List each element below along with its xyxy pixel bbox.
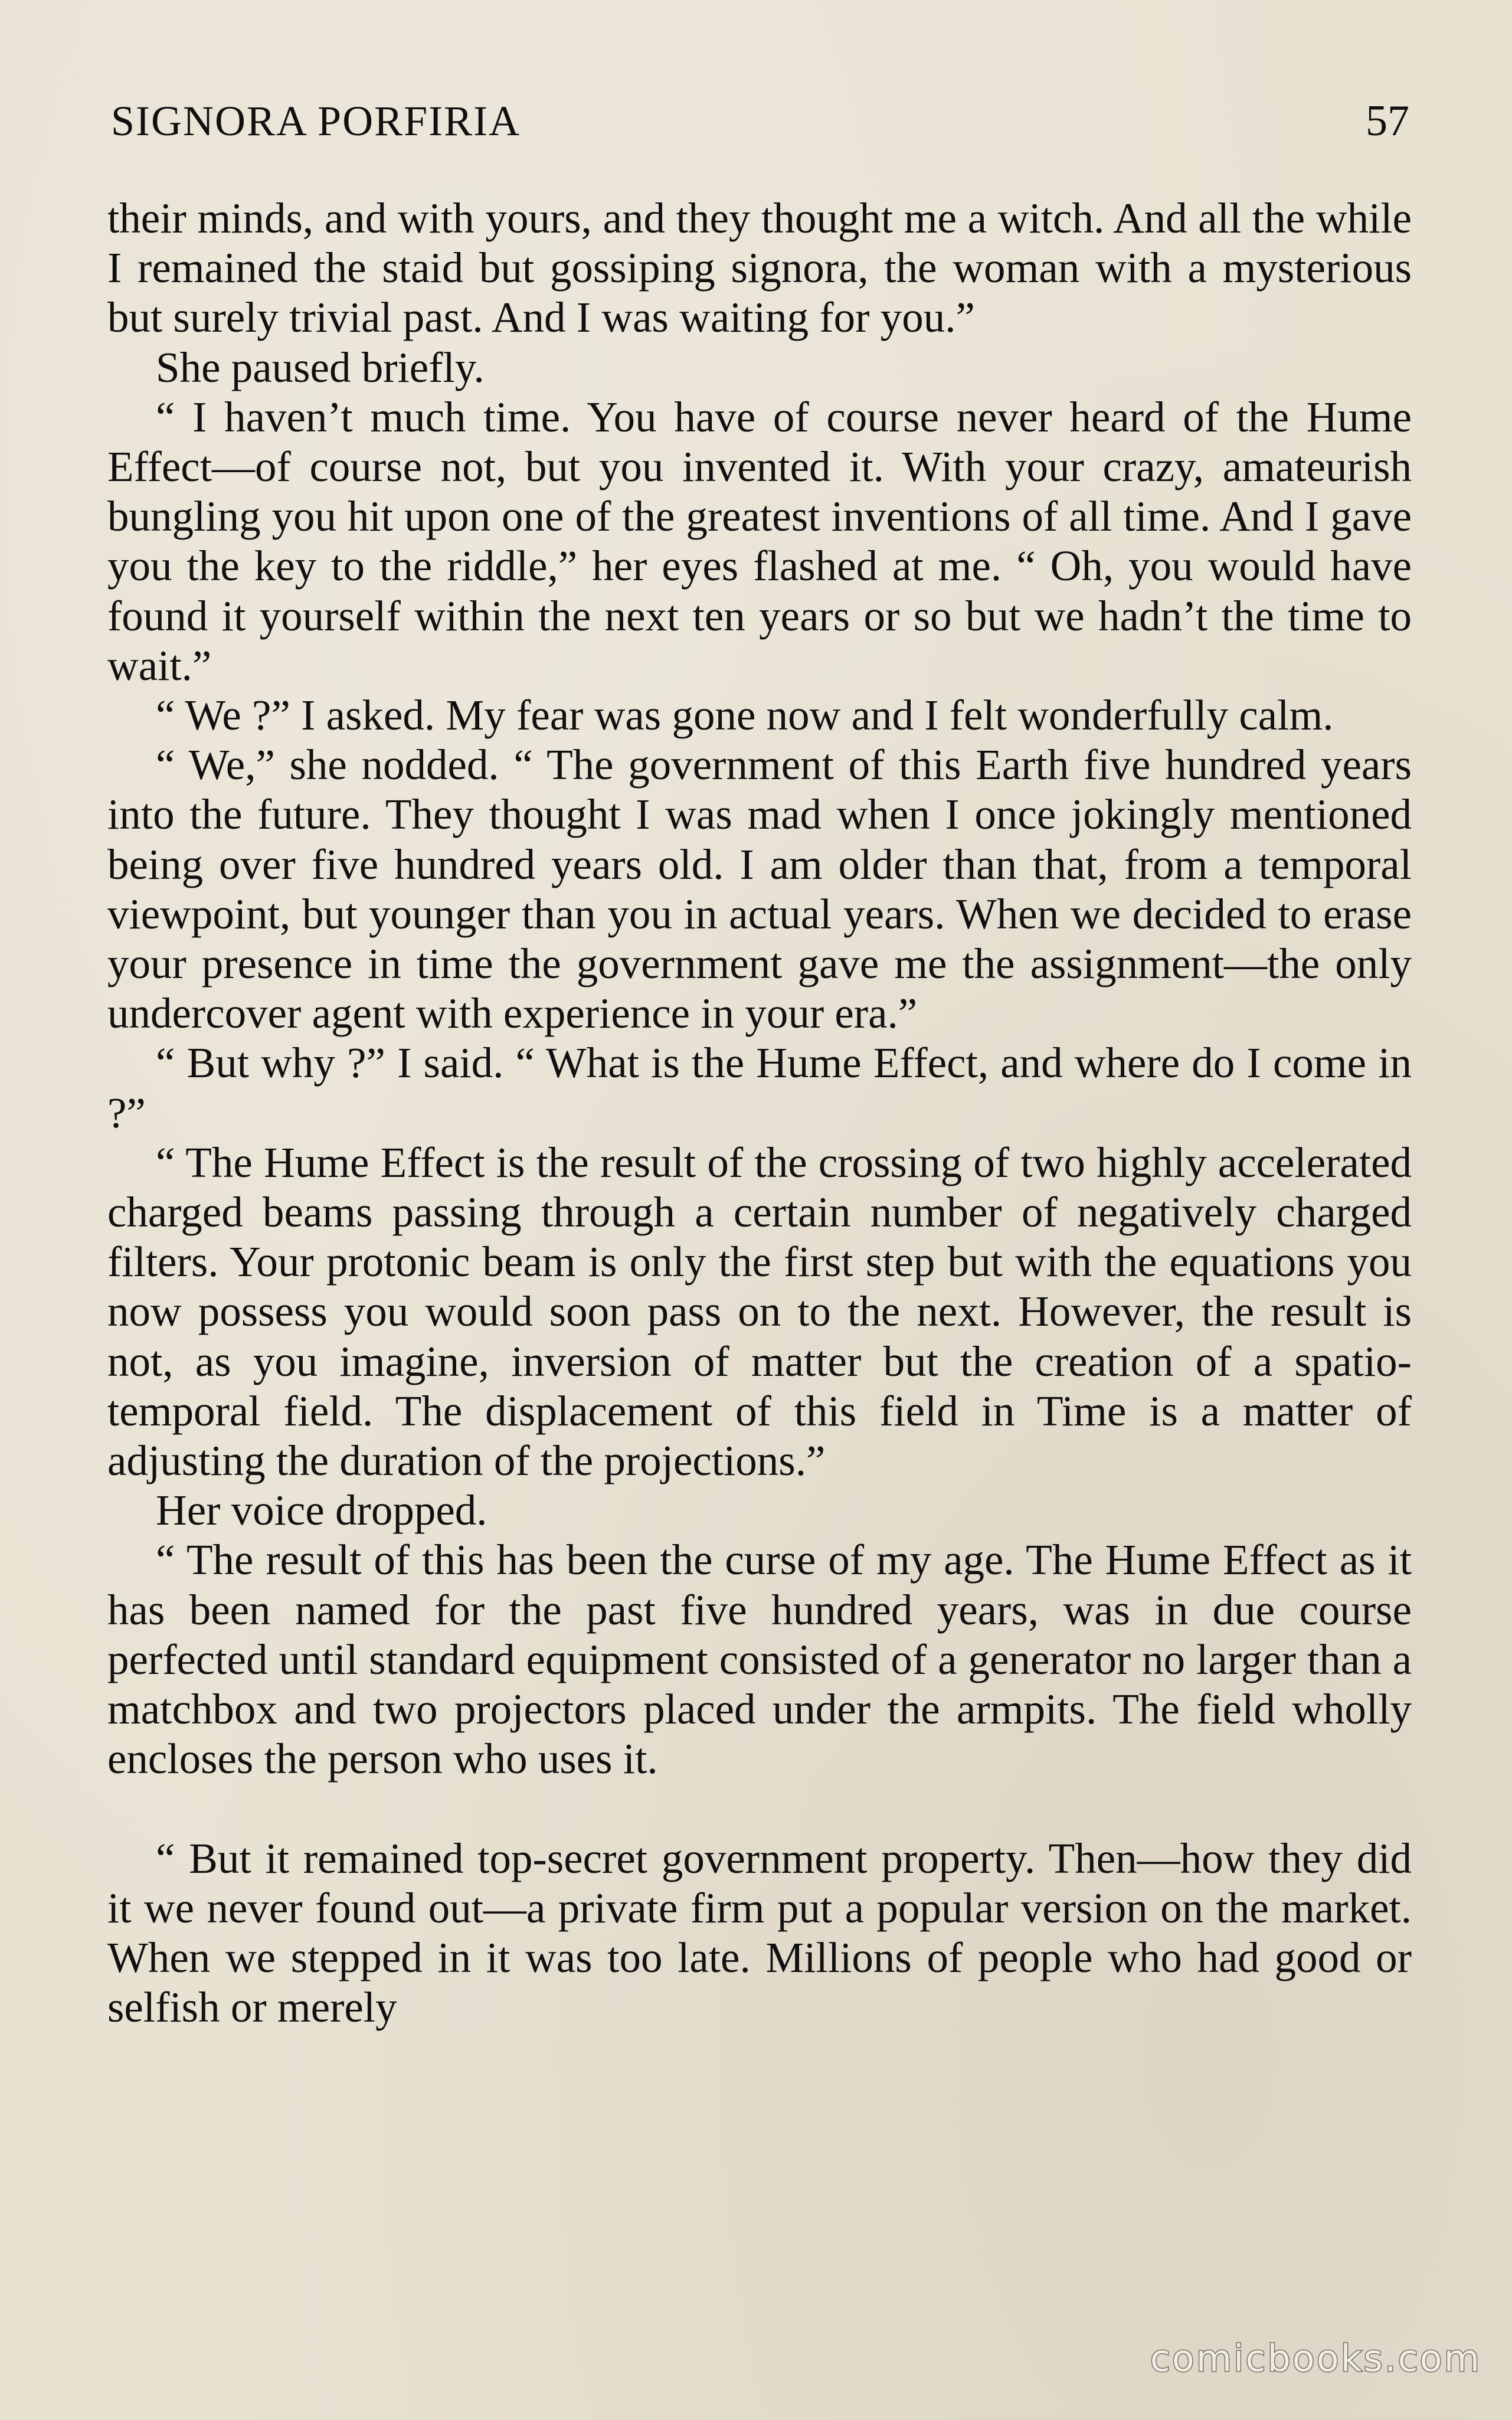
- watermark: comicbooks.com: [1150, 2337, 1481, 2380]
- body-text: [107, 194, 1412, 2032]
- paragraph: “ We,” she nodded. “ The government of this Earth five hundred years into the future. They thought I was mad when I once jokingly mentioned being over five hundred years old. I am older than that, from a temporal viewpoint, but younger than you in actual years. When we decided to erase your presence in time the government gave me the assignment—the only undercover agent with experience in your era.”: [107, 741, 1412, 1038]
- paragraph: She paused briefly.: [156, 343, 485, 391]
- paragraph: “ But why ?” I said. “ What is the Hume Effect, and where do I come in ?”: [107, 1039, 1412, 1137]
- running-title: SIGNORA PORFIRIA: [111, 97, 521, 145]
- paragraph: Her voice dropped.: [156, 1486, 487, 1535]
- paragraph: “ We ?” I asked. My fear was gone now and I felt wonderfully calm.: [156, 691, 1334, 740]
- paragraph: “ The Hume Effect is the result of the crossing of two highly accelerated charged beams passing through a certain number of negatively charged filters. Your protonic beam is only the first step but with the equations you now possess you would soon pass on to the next. However, the result is not, as you imagine, inversion of matter but the creation of a spatio-temporal field. The displacement of this field in Time is a matter of adjusting the duration of the projections.”: [107, 1138, 1412, 1485]
- paragraph: “ But it remained top-secret government property. Then—how they did it we never found out—a private firm put a popular version on the market. When we stepped in it was too late. Millions of people who had good or selfish or merely: [107, 1834, 1412, 2032]
- paragraph: their minds, and with yours, and they thought me a witch. And all the while I remained the staid but gossiping signora, the woman with a mysterious but surely trivial past. And I was waiting for you.”: [107, 194, 1412, 342]
- paragraph: “ I haven’t much time. You have of course never heard of the Hume Effect—of course not, but you invented it. With your crazy, amateurish bungling you hit upon one of the greatest inventions of all time. And I gave you the key to the riddle,” her eyes flashed at me. “ Oh, you would have found it yourself within the next ten years or so but we hadn’t the time to wait.”: [107, 393, 1412, 689]
- paragraph: “ The result of this has been the curse of my age. The Hume Effect as it has been named for the past five hundred years, was in due course perfected until standard equipment consisted of a generator no larger than a matchbox and two projectors placed under the armpits. The field wholly encloses the person who uses it.: [107, 1536, 1412, 1783]
- page-number: 57: [1366, 97, 1409, 145]
- running-head: [111, 94, 1409, 148]
